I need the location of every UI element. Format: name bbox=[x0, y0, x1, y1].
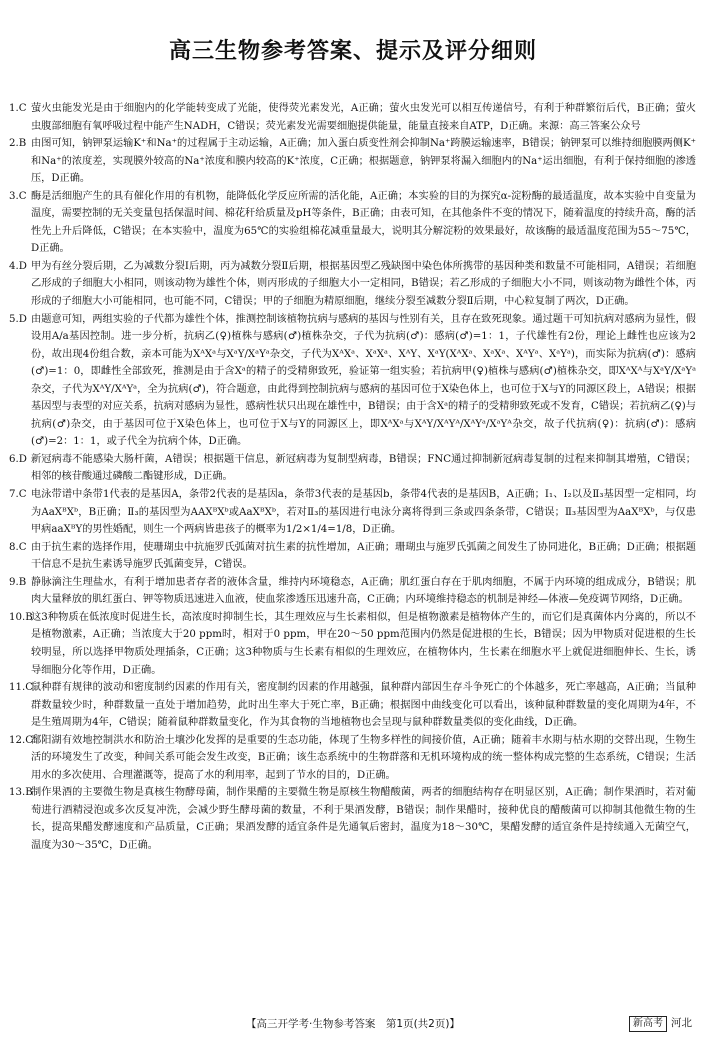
answer-list bbox=[9, 100, 696, 855]
answer-explanation: 酶是活细胞产生的具有催化作用的有机物，能降低化学反应所需的活化能，A正确；本实验的目的为探究α-淀粉酶的最适温度，故本实验中自变量为温度，需要控制的无关变量包括保温时间、棉花秆给质量及pH等条件，B正确；由表可知，在其他条件不变的情况下，随着温度的持续升高，酶的活性先上升后降低，C错误；在本实验中，温度为65℃的实验组棉花减重量最大，说明其分解淀粉的效果最好，故该酶的最适温度范围为55～75℃，D正确。 bbox=[31, 190, 696, 255]
answer-item bbox=[9, 679, 696, 732]
answer-number: 6.D bbox=[9, 453, 27, 465]
answer-item bbox=[9, 539, 696, 574]
answer-item bbox=[9, 732, 696, 785]
answer-explanation: 萤火虫能发光是由于细胞内的化学能转变成了光能，使得荧光素发光，A正确；萤火虫发光可以相互传递信号，有利于种群繁衍后代，B正确；萤火虫腹部细胞有氧呼吸过程中能产生NADH，C错误；荧光素发光需要细胞提供能量，能量直接来自ATP，D正确。来源：高三答案公众号 bbox=[31, 103, 696, 132]
footer-region bbox=[629, 1015, 692, 1032]
answer-number: 9.B bbox=[9, 576, 27, 588]
answer-number: 13.B bbox=[9, 787, 33, 799]
answer-explanation: 制作果酒的主要微生物是真核生物酵母菌，制作果醋的主要微生物是原核生物醋酸菌，两者的细胞结构存在明显区别，A正确；制作果酒时，若对葡萄进行酒精浸泡或多次反复冲洗，会减少野生酵母菌的数量，不利于果酒发酵，B错误；制作果醋时，接种优良的醋酸菌可以抑制其他微生物的生长，提高果醋发酵速度和产品质量，C正确；果酒发酵的适宜条件是先通氧后密封，温度为18～30℃，果醋发酵的适宜条件是持续通入无菌空气，温度为30～35℃，D正确。 bbox=[31, 787, 696, 851]
answer-explanation: 这3种物质在低浓度时促进生长，高浓度时抑制生长，其生理效应与生长素相似，但是植物激素是植物体产生的，而它们是真菌体内分离的，所以不是植物激素，A正确；当浓度大于20 ppm时，相对于0 ppm，甲在20～50 ppm范围内仍然是促进根的生长，B错误；因为甲物质对促进根的生长较明显，所以选择甲物质处理插条，C正确；这3种物质与生长素有相似的生理效应，在植物体内，生长素在细胞水平上就促进细胞伸长、生长，诱导细胞分化等作用，D正确。 bbox=[31, 611, 696, 676]
answer-number: 10.B bbox=[9, 611, 33, 623]
page-title: 高三生物参考答案、提示及评分细则 bbox=[168, 39, 537, 64]
answer-item bbox=[9, 135, 696, 188]
answer-explanation: 静脉滴注生理盐水，有利于增加患者存者的液体含量，维持内环境稳态，A正确；肌红蛋白存在于肌肉细胞，不属于内环境的组成成分，B错误；肌肉大量释放的肌红蛋白、钾等物质迅速进入血液，使血浆渗透压迅速升高，C正确；内环境维持稳态的机制是神经—体液—免疫调节网络，D正确。 bbox=[31, 576, 696, 606]
answer-number: 5.D bbox=[9, 313, 27, 325]
answer-number: 2.B bbox=[9, 138, 27, 150]
answer-number: 7.C bbox=[9, 489, 27, 501]
answer-explanation: 电泳带谱中条带1代表的是基因A，条带2代表的是基因a，条带3代表的是基因b，条带4代表的是基因B，A正确；Ⅰ₁、Ⅰ₂以及Ⅱ₃基因型一定相同，均为AaXᴮXᵇ，B正确；Ⅱ₃的基因型为AAXᴮXᵇ或AaXᴮXᵇ，若对Ⅱ₃的基因进行电泳分离将得到三条或四条条带，C错误；Ⅱ₃基因型为AaXᴮXᵇ，与仅患甲病aaXᴮY的男性婚配，则生一个两病皆患孩子的概率为1/2×1/4=1/8，D正确。 bbox=[31, 489, 696, 536]
answer-item bbox=[9, 451, 696, 486]
answer-explanation: 由题意可知，两组实验的子代都为雄性个体，推测控制该植物抗病与感病的基因与性别有关，且存在致死现象。通过题干可知抗病对感病为显性，假设用A/a基因控制。进一步分析，抗病乙(♀)植株与感病(♂)植株杂交，子代为抗病(♂)：感病(♂)=1：1，子代雄性有2份，理论上雌性也应该为2份，故出现4份组合数，亲本可能为XᴬXᵃ与XᵃY/XᵃYᵃ杂交，子代为XᴬXᵃ、XᵃXᵃ、XᴬY、XᵃY(XᴬXᵃ、XᵃXᵃ、XᴬYᵃ、XᵃYᵃ)，而实际为抗病(♂)：感病(♂)=1：0，即雌性全部致死，推测是由于含Xᵃ的精子的受精卵致死，验证第一组实验；若抗病甲(♀)植株与感病(♂)植株杂交，即XᴬXᴬ与XᵃY/XᵃYᵃ杂交，子代为XᴬY/XᴬYᵃ，全为抗病(♂)，符合题意，由此得到控制抗病与感病的基因可位于X染色体上，也可位于X与Y的同源区段上，A错误；根据基因型与表型的对应关系，抗病对感病为显性，感病性状只出现在雄性中，B错误；由于含Xᵃ的精子的受精卵致死或不发育，C错误；若抗病乙(♀)与抗病(♂)杂交，由于基因可位于X染色体上，也可位于X与Y的同源区上，即XᴬXᵃ与XᴬY/XᴬYᴬ/XᴬYᵃ/XᵃYᴬ杂交，故子代抗病(♀)：抗病(♂)：感病(♂)=2：1：1，或子代全为抗病个体，D正确。 bbox=[31, 313, 696, 448]
answer-explanation: 甲为有丝分裂后期，乙为减数分裂Ⅰ后期，丙为减数分裂Ⅱ后期，根据基因型乙残缺图中染色体所携带的基因种类和数量不可能相同，A错误；若细胞乙形成的子细胞大小相同，则该动物为雄性个体，则丙形成的子细胞大小一定相同，B错误；若乙形成的子细胞大小不同，则该动物为雌性个体，丙形成的子细胞大小可能相同，也可能不同，C错误；甲的子细胞为精原细胞，继续分裂至减数分裂Ⅱ后期，中心粒复制了两次，D正确。 bbox=[31, 260, 696, 308]
answer-item bbox=[9, 100, 696, 135]
page-footer bbox=[0, 1015, 706, 1033]
answer-number: 8.C bbox=[9, 541, 27, 553]
answer-number: 11.C bbox=[9, 682, 33, 694]
answer-item bbox=[9, 609, 696, 679]
region-label: 河北 bbox=[671, 1017, 692, 1029]
answer-explanation: 由于抗生素的选择作用，使珊瑚虫中抗施罗氏弧菌对抗生素的抗性增加，A正确；珊瑚虫与施罗氏弧菌之间发生了协同进化，B正确；D正确；根据题干信息不是抗生素诱导施罗氏弧菌变异，C错误。 bbox=[31, 541, 696, 571]
answer-explanation: 鄱阳湖有效地控制洪水和防治土壤沙化发挥的是重要的生态功能，体现了生物多样性的间接价值，A正确；随着丰水期与枯水期的交替出现，生物生活的环境发生了改变，种间关系可能会发生改变，B正确；该生态系统中的生物群落和无机环境构成的统一整体构成完整的生态系统，C错误；生活用水的多次使用、合理灌溉等，提高了水的利用率，起到了节水的目的，D正确。 bbox=[31, 734, 696, 781]
answer-item bbox=[9, 784, 696, 854]
answer-explanation: 由图可知，钠钾泵运输K⁺和Na⁺的过程属于主动运输，A正确；加入蛋白质变性剂会抑制Na⁺跨膜运输速率，B错误；钠钾泵可以维持细胞膜两侧K⁺和Na⁺的浓度差，实现膜外较高的Na⁺浓度和膜内较高的K⁺浓度，C正确；根据题意，钠钾泵将漏入细胞内的Na⁺运出细胞，有利于保持细胞的渗透压，D正确。 bbox=[31, 138, 696, 185]
answer-number: 1.C bbox=[9, 103, 27, 114]
answer-item bbox=[9, 258, 696, 311]
answer-number: 3.C bbox=[9, 190, 27, 202]
answer-explanation: 新冠病毒不能感染大肠杆菌，A错误；根据题干信息，新冠病毒为复制型病毒，B错误；FNC通过抑制新冠病毒复制的过程来抑制其增殖，C错误；相邻的核苷酸通过磷酸二酯键形成，D正确。 bbox=[31, 453, 696, 483]
answer-item bbox=[9, 188, 696, 258]
answer-explanation: 鼠种群有规律的波动和密度制约因素的作用有关，密度制约因素的作用越强，鼠种群内部因生存斗争死亡的个体越多，死亡率越高，A正确；当鼠种群数量较少时，种群数量一直处于增加趋势，此时出生率大于死亡率，B正确；根据图中曲线变化可以看出，该种鼠种群数量的变化周期为4年，不是生殖周期为4年，C错误；随着鼠种群数量变化，作为其食物的当地植物也会呈现与鼠种群数量类似的变化曲线，D正确。 bbox=[31, 682, 696, 729]
answer-number: 12.C bbox=[9, 734, 33, 746]
answer-item bbox=[9, 311, 696, 451]
answer-item bbox=[9, 486, 696, 539]
exam-type-badge: 新高考 bbox=[629, 1016, 667, 1032]
answer-item bbox=[9, 574, 696, 609]
footer-page-info: 【高三开学考·生物参考答案 第1页(共2页)】 bbox=[246, 1018, 460, 1030]
answer-number: 4.D bbox=[9, 260, 27, 272]
